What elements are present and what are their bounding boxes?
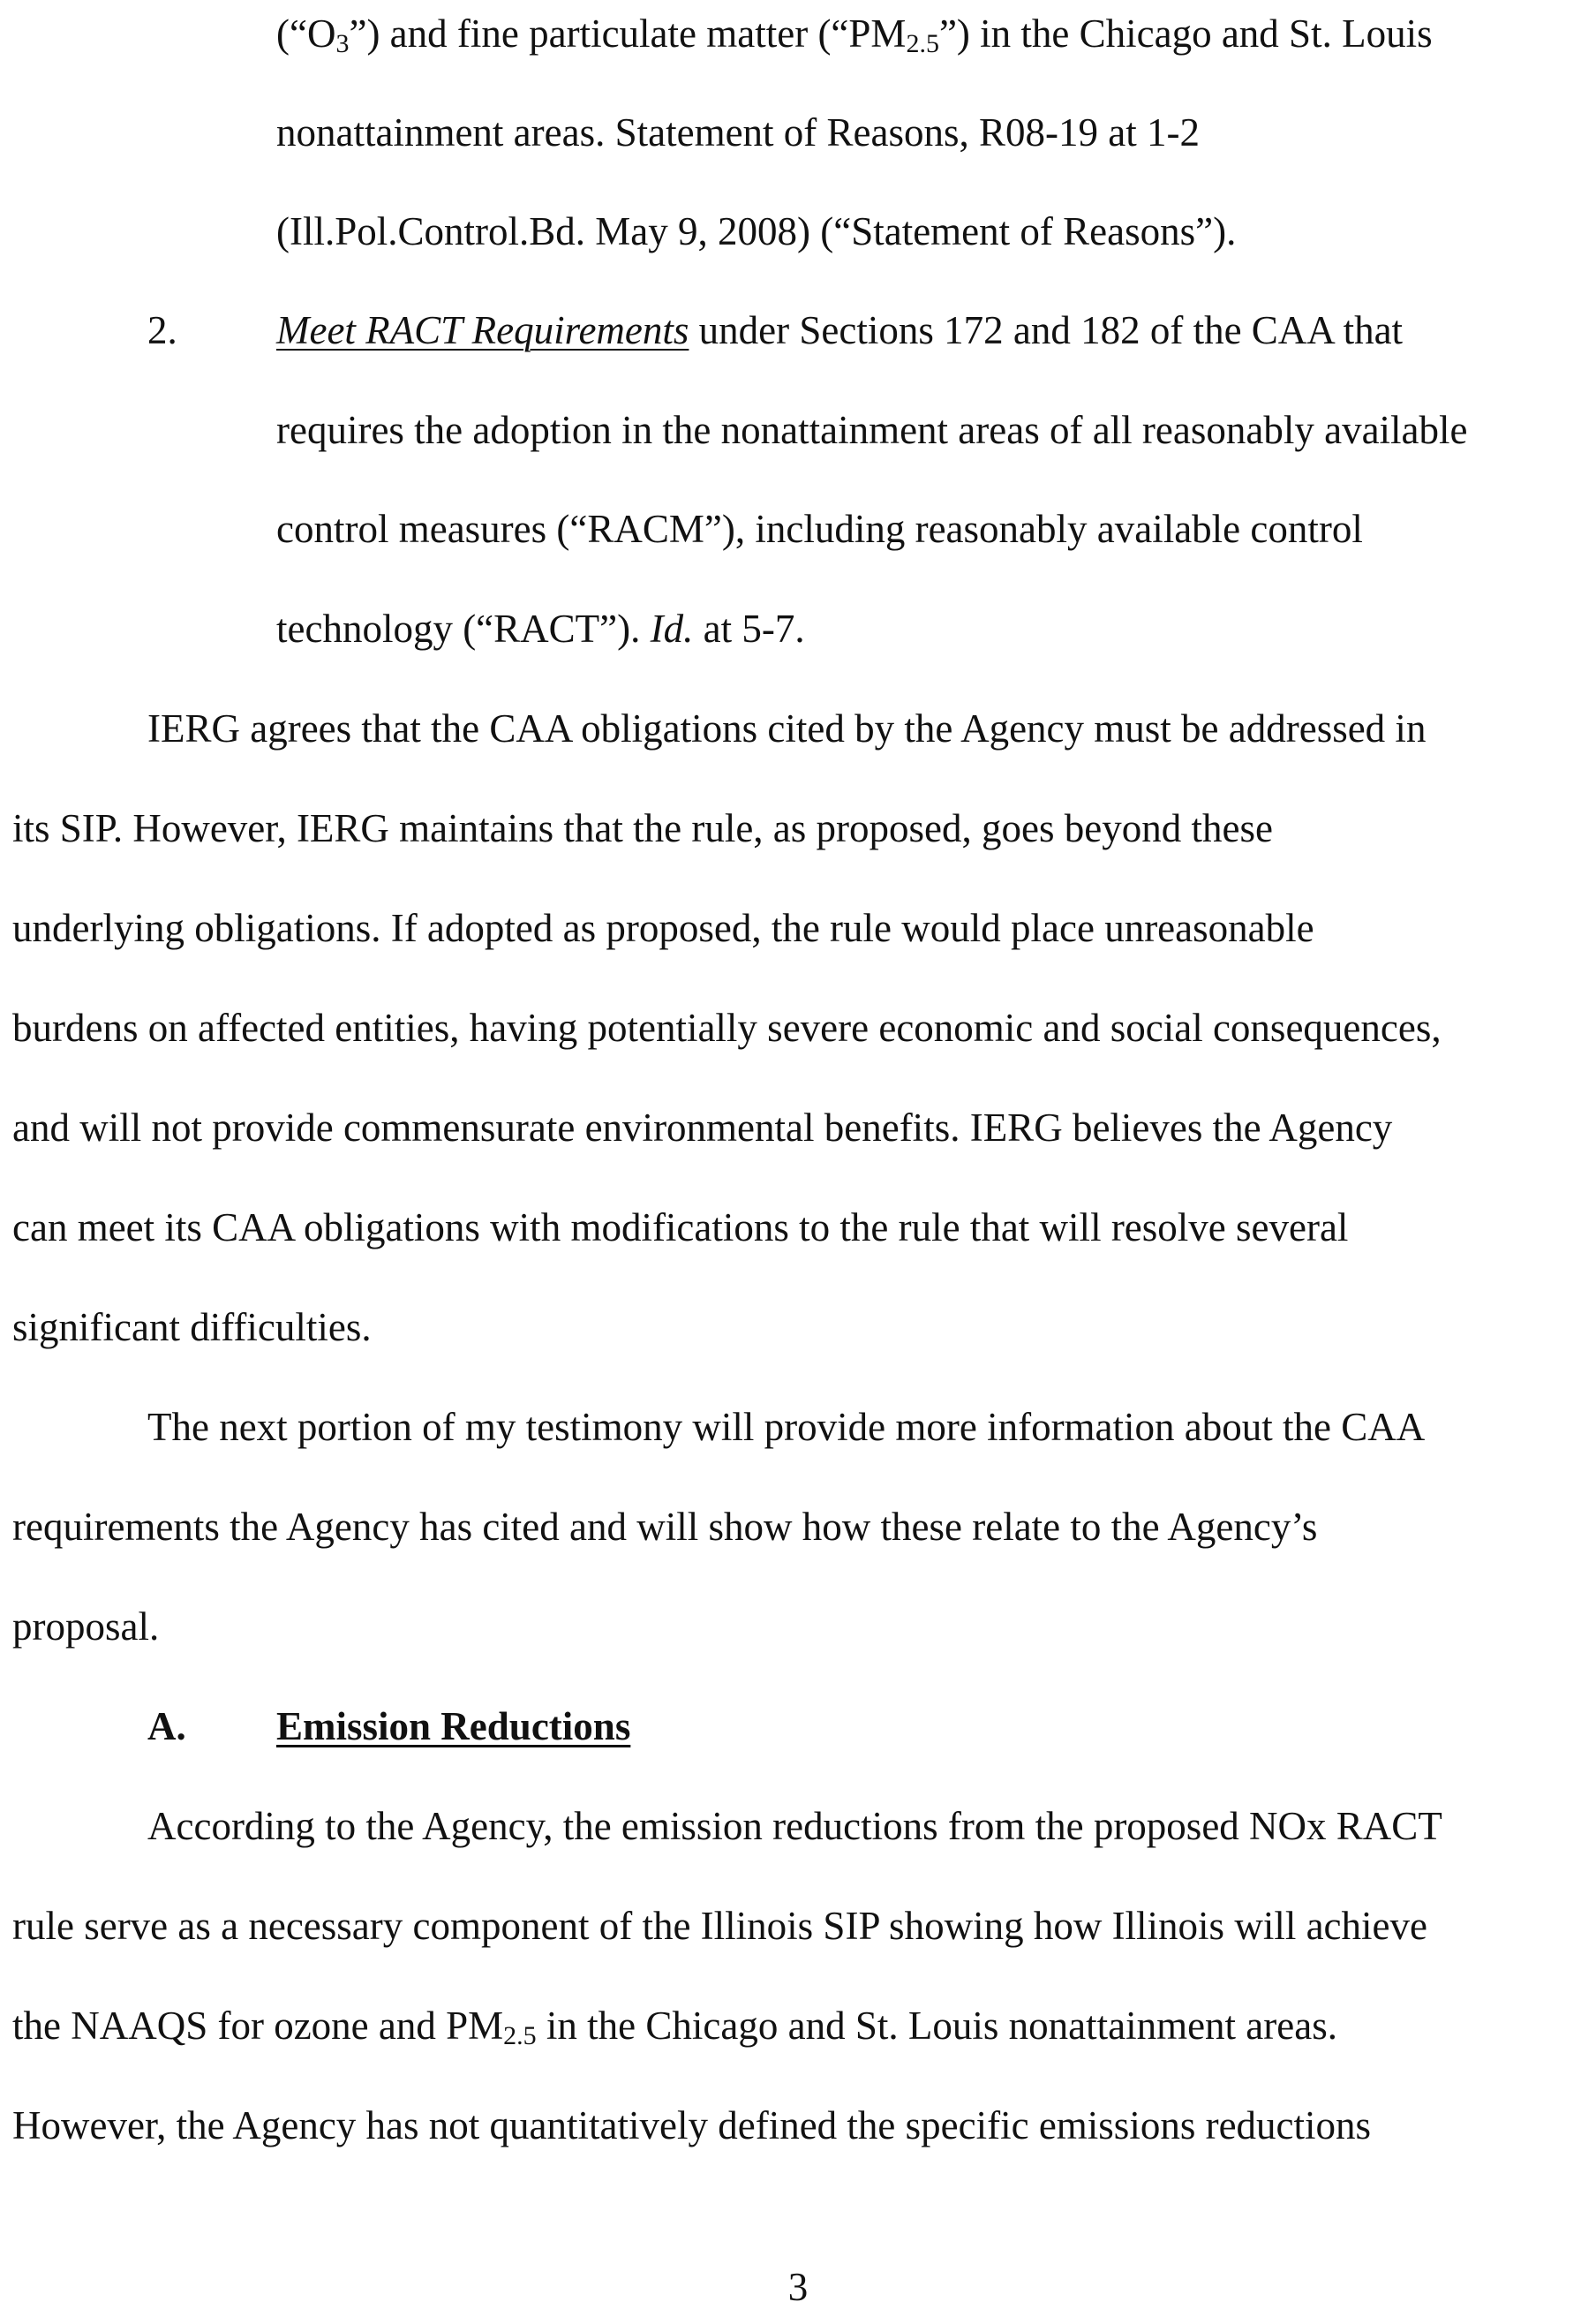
paragraph-3-line-3: the NAAQS for ozone and $PM_{2.5}$ in the Chicago and St. Louis nonattainment areas. [12, 2004, 1337, 2050]
list-item-2-line-4: technology (“RACT”). Id. at 5-7. [276, 607, 805, 651]
paragraph-2-line-1: The next portion of my testimony will provide more information about the CAA [147, 1405, 1426, 1449]
section-a-letter: A. [147, 1704, 186, 1748]
paragraph-3-line-2: rule serve as a necessary component of the Illinois SIP showing how Illinois will achieve [12, 1904, 1427, 1948]
list-item-2-title: Meet RACT Requirements [276, 308, 689, 352]
page-number: 3 [787, 2265, 809, 2309]
paragraph-1-line-3: underlying obligations. If adopted as proposed, the rule would place unreasonable [12, 906, 1314, 950]
paragraph-2-line-2: requirements the Agency has cited and will show how these relate to the Agency’s [12, 1505, 1318, 1549]
list-item-1-line-2: nonattainment areas. Statement of Reasons, R08-19 at 1-2 [276, 110, 1200, 155]
paragraph-1-line-5: and will not provide commensurate environmental benefits. IERG believes the Agency [12, 1106, 1393, 1150]
paragraph-3-line-4: However, the Agency has not quantitatively defined the specific emissions reductions [12, 2103, 1372, 2147]
paragraph-1-line-1: IERG agrees that the CAA obligations cited by the Agency must be addressed in [147, 706, 1427, 751]
section-a-title: Emission Reductions [276, 1704, 631, 1748]
paragraph-3-line-1: According to the Agency, the emission reductions from the proposed NOx RACT [147, 1804, 1442, 1848]
list-item-1-line-3: (Ill.Pol.Control.Bd. May 9, 2008) (“Statement of Reasons”). [276, 209, 1237, 253]
list-item-2-line-1: Meet RACT Requirements under Sections 172 and 182 of the CAA that [276, 308, 1404, 352]
paragraph-1-line-4: burdens on affected entities, having potentially severe economic and social consequences, [12, 1006, 1442, 1050]
paragraph-1-line-6: can meet its CAA obligations with modifications to the rule that will resolve several [12, 1205, 1349, 1249]
list-item-2-line-2: requires the adoption in the nonattainment areas of all reasonably available [276, 408, 1468, 452]
paragraph-2-line-3: proposal. [12, 1604, 160, 1649]
list-item-1-line-1: $(“O_3”)$ and fine particulate matter $(“PM_{2.5}”)$ in the Chicago and St. Louis [276, 11, 1433, 58]
paragraph-1-line-7: significant difficulties. [12, 1305, 372, 1349]
paragraph-1-line-2: its SIP. However, IERG maintains that the rule, as proposed, goes beyond these [12, 806, 1273, 850]
list-item-2-number: 2. [147, 308, 177, 352]
list-item-2-line-3: control measures (“RACM”), including reasonably available control [276, 507, 1363, 551]
